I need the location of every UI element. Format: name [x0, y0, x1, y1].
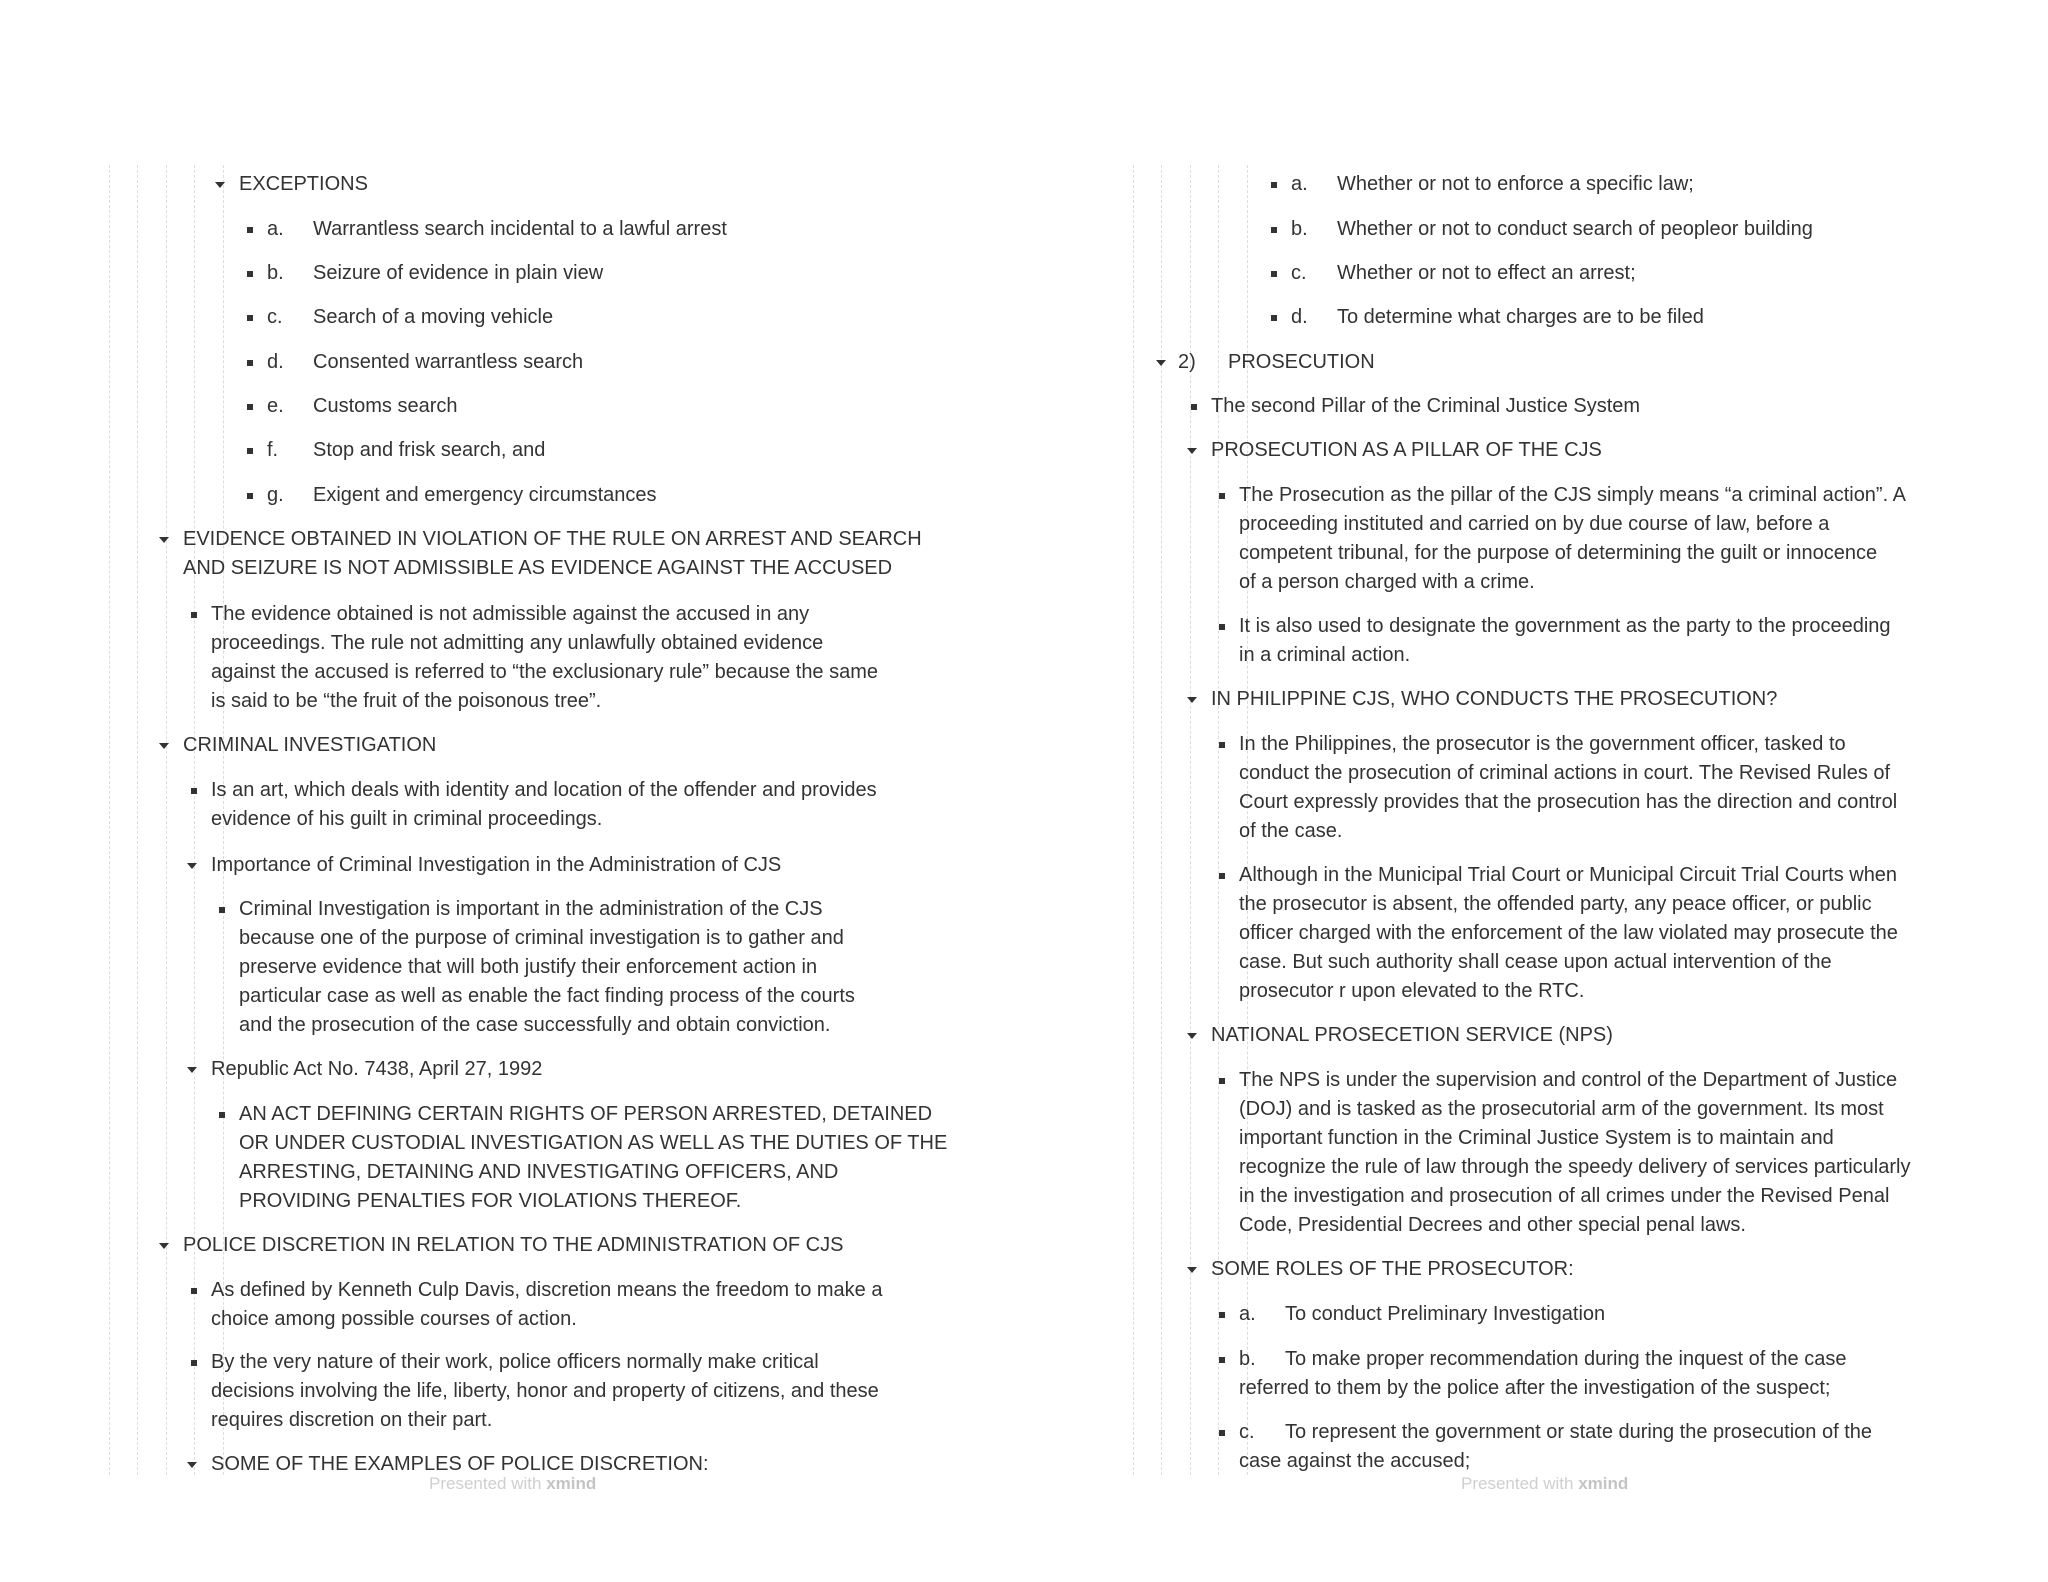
text-line: As defined by Kenneth Culp Davis, discretion means the freedom to make a: [211, 1279, 883, 1301]
text-line: By the very nature of their work, police officers normally make critical: [211, 1351, 819, 1373]
text-line: decisions involving the life, liberty, honor and property of citizens, and these: [211, 1380, 879, 1402]
node-label: EXCEPTIONS: [239, 173, 368, 195]
text-line: proceeding instituted and carried on by due course of law, before a: [1239, 513, 1830, 535]
item-text: Seizure of evidence in plain view: [313, 262, 604, 284]
item-marker: d.: [1291, 306, 1308, 328]
text-line: Criminal Investigation is important in the administration of the CJS: [239, 898, 823, 920]
item-text: To make proper recommendation during the inquest of the case: [1285, 1348, 1847, 1370]
collapse-caret-icon[interactable]: [1187, 1033, 1197, 1039]
item-text: Whether or not to effect an arrest;: [1337, 262, 1636, 284]
collapse-caret-icon[interactable]: [159, 537, 169, 543]
item-marker: d.: [267, 351, 284, 373]
item-text: Stop and frisk search, and: [313, 439, 546, 461]
outline-guide-line: [137, 165, 138, 1475]
item-marker: g.: [267, 484, 284, 506]
item-marker: b.: [1291, 218, 1308, 240]
bullet-icon: [1271, 182, 1277, 188]
text-line: important function in the Criminal Justice System is to maintain and: [1239, 1127, 1834, 1149]
bullet-icon: [1191, 404, 1197, 410]
text-line: The NPS is under the supervision and control of the Department of Justice: [1239, 1069, 1898, 1091]
text-line: Court expressly provides that the prosecution has the direction and control: [1239, 791, 1898, 813]
item-text: Whether or not to enforce a specific law;: [1337, 173, 1694, 195]
bullet-icon: [191, 788, 197, 794]
text-line: because one of the purpose of criminal investigation is to gather and: [239, 927, 844, 949]
node-label: EVIDENCE OBTAINED IN VIOLATION OF THE RULE ON ARREST AND SEARCH: [183, 528, 922, 550]
collapse-caret-icon[interactable]: [187, 863, 197, 869]
text-line: in the investigation and prosecution of all crimes under the Revised Penal: [1239, 1185, 1890, 1207]
text-line: officer charged with the enforcement of the law violated may prosecute the: [1239, 922, 1898, 944]
bullet-icon: [1219, 1312, 1225, 1318]
bullet-icon: [219, 907, 225, 913]
text-line: Is an art, which deals with identity and location of the offender and provides: [211, 779, 877, 801]
item-marker: a.: [267, 218, 284, 240]
text-line: preserve evidence that will both justify their enforcement action in: [239, 956, 818, 978]
node-label: AND SEIZURE IS NOT ADMISSIBLE AS EVIDENCE AGAINST THE ACCUSED: [183, 557, 893, 579]
outline-guide-line: [194, 165, 195, 1475]
text-line: the prosecutor is absent, the offended party, any peace officer, or public: [1239, 893, 1872, 915]
bullet-icon: [1271, 315, 1277, 321]
bullet-icon: [247, 315, 253, 321]
text-line: case. But such authority shall cease upon actual intervention of the: [1239, 951, 1832, 973]
item-text: To conduct Preliminary Investigation: [1285, 1303, 1606, 1325]
text-line: prosecutor r upon elevated to the RTC.: [1239, 980, 1585, 1002]
outline-guide-line: [166, 165, 167, 1475]
node-label: CRIMINAL INVESTIGATION: [183, 734, 437, 756]
node-label: SOME ROLES OF THE PROSECUTOR:: [1211, 1258, 1574, 1280]
text-line: ARRESTING, DETAINING AND INVESTIGATING OFFICERS, AND: [239, 1161, 839, 1183]
bullet-icon: [1219, 1078, 1225, 1084]
bullet-icon: [1219, 1357, 1225, 1363]
xmind-logo: xmind: [1578, 1474, 1629, 1493]
outline-guide-line: [1133, 165, 1134, 1475]
text-line: in a criminal action.: [1239, 644, 1411, 666]
node-label: The second Pillar of the Criminal Justice System: [1211, 395, 1641, 417]
item-marker: b.: [1239, 1348, 1256, 1370]
collapse-caret-icon[interactable]: [187, 1067, 197, 1073]
text-line: In the Philippines, the prosecutor is the government officer, tasked to: [1239, 733, 1846, 755]
item-text: Customs search: [313, 395, 458, 417]
presented-with-footer: [429, 1474, 596, 1494]
node-label: Importance of Criminal Investigation in the Administration of CJS: [211, 854, 782, 876]
text-line: of a person charged with a crime.: [1239, 571, 1535, 593]
bullet-icon: [1219, 493, 1225, 499]
text-line: PROVIDING PENALTIES FOR VIOLATIONS THEREOF.: [239, 1190, 742, 1212]
text-line: The Prosecution as the pillar of the CJS simply means “a criminal action”. A: [1239, 484, 1906, 506]
item-text: Whether or not to conduct search of peopleor building: [1337, 218, 1813, 240]
bullet-icon: [1219, 1430, 1225, 1436]
text-line: choice among possible courses of action.: [211, 1308, 577, 1330]
item-marker: c.: [1239, 1421, 1255, 1443]
item-marker: c.: [1291, 262, 1307, 284]
item-text: To determine what charges are to be filed: [1337, 306, 1704, 328]
collapse-caret-icon[interactable]: [1187, 1267, 1197, 1273]
text-line: competent tribunal, for the purpose of determining the guilt or innocence: [1239, 542, 1878, 564]
text-line: AN ACT DEFINING CERTAIN RIGHTS OF PERSON ARRESTED, DETAINED: [239, 1103, 933, 1125]
collapse-caret-icon[interactable]: [159, 743, 169, 749]
bullet-icon: [1219, 873, 1225, 879]
item-marker: a.: [1239, 1303, 1256, 1325]
node-label: NATIONAL PROSECETION SERVICE (NPS): [1211, 1024, 1613, 1046]
bullet-icon: [219, 1112, 225, 1118]
item-marker: b.: [267, 262, 284, 284]
bullet-icon: [247, 493, 253, 499]
item-text: Consented warrantless search: [313, 351, 584, 373]
bullet-icon: [191, 1288, 197, 1294]
right-page: [1024, 0, 2048, 1582]
collapse-caret-icon[interactable]: [1187, 697, 1197, 703]
text-line: (DOJ) and is tasked as the prosecutorial arm of the government. Its most: [1239, 1098, 1884, 1120]
bullet-icon: [247, 404, 253, 410]
bullet-icon: [191, 612, 197, 618]
bullet-icon: [1271, 227, 1277, 233]
text-line: and the prosecution of the case successfully and obtain conviction.: [239, 1014, 831, 1036]
bullet-icon: [247, 448, 253, 454]
bullet-icon: [247, 360, 253, 366]
xmind-logo: xmind: [546, 1474, 597, 1493]
text-line: conduct the prosecution of criminal actions in court. The Revised Rules of: [1239, 762, 1891, 784]
bullet-icon: [1219, 742, 1225, 748]
item-marker: e.: [267, 395, 284, 417]
collapse-caret-icon[interactable]: [1156, 360, 1166, 366]
presented-with-footer: [1461, 1474, 1628, 1494]
text-line: evidence of his guilt in criminal proceedings.: [211, 808, 603, 830]
collapse-caret-icon[interactable]: [187, 1462, 197, 1468]
text-line: particular case as well as enable the fact finding process of the courts: [239, 985, 855, 1007]
node-label: SOME OF THE EXAMPLES OF POLICE DISCRETION:: [211, 1453, 709, 1475]
collapse-caret-icon[interactable]: [215, 182, 225, 188]
text-line: Code, Presidential Decrees and other special penal laws.: [1239, 1214, 1746, 1236]
text-line: of the case.: [1239, 820, 1343, 842]
node-label: POLICE DISCRETION IN RELATION TO THE ADMINISTRATION OF CJS: [183, 1234, 844, 1256]
bullet-icon: [1271, 271, 1277, 277]
item-marker: a.: [1291, 173, 1308, 195]
text-line: against the accused is referred to “the exclusionary rule” because the same: [211, 661, 879, 683]
item-marker: c.: [267, 306, 283, 328]
footer-text: Presented with: [429, 1474, 542, 1493]
text-line: requires discretion on their part.: [211, 1409, 493, 1431]
text-line: proceedings. The rule not admitting any unlawfully obtained evidence: [211, 632, 824, 654]
item-text: Warrantless search incidental to a lawful arrest: [313, 218, 727, 240]
item-text: To represent the government or state during the prosecution of the: [1285, 1421, 1873, 1443]
text-line: It is also used to designate the government as the party to the proceeding: [1239, 615, 1891, 637]
bullet-icon: [191, 1360, 197, 1366]
node-label: PROSECUTION: [1228, 351, 1375, 373]
text-line: is said to be “the fruit of the poisonous tree”.: [211, 690, 602, 712]
bullet-icon: [1219, 624, 1225, 630]
text-line: The evidence obtained is not admissible against the accused in any: [211, 603, 810, 625]
footer-text: Presented with: [1461, 1474, 1574, 1493]
collapse-caret-icon[interactable]: [159, 1243, 169, 1249]
bullet-icon: [247, 227, 253, 233]
item-text: Search of a moving vehicle: [313, 306, 554, 328]
item-text: referred to them by the police after the investigation of the suspect;: [1239, 1377, 1831, 1399]
item-text: case against the accused;: [1239, 1450, 1471, 1472]
node-label: PROSECUTION AS A PILLAR OF THE CJS: [1211, 439, 1602, 461]
node-number: 2): [1178, 351, 1196, 373]
item-text: Exigent and emergency circumstances: [313, 484, 657, 506]
text-line: Although in the Municipal Trial Court or Municipal Circuit Trial Courts when: [1239, 864, 1898, 886]
text-line: recognize the rule of law through the speedy delivery of services particularly: [1239, 1156, 1911, 1178]
outline-guide-line: [109, 165, 110, 1475]
node-label: IN PHILIPPINE CJS, WHO CONDUCTS THE PROSECUTION?: [1211, 688, 1778, 710]
collapse-caret-icon[interactable]: [1187, 448, 1197, 454]
node-label: Republic Act No. 7438, April 27, 1992: [211, 1058, 543, 1080]
item-marker: f.: [267, 439, 279, 461]
bullet-icon: [247, 271, 253, 277]
text-line: OR UNDER CUSTODIAL INVESTIGATION AS WELL AS THE DUTIES OF THE: [239, 1132, 948, 1154]
